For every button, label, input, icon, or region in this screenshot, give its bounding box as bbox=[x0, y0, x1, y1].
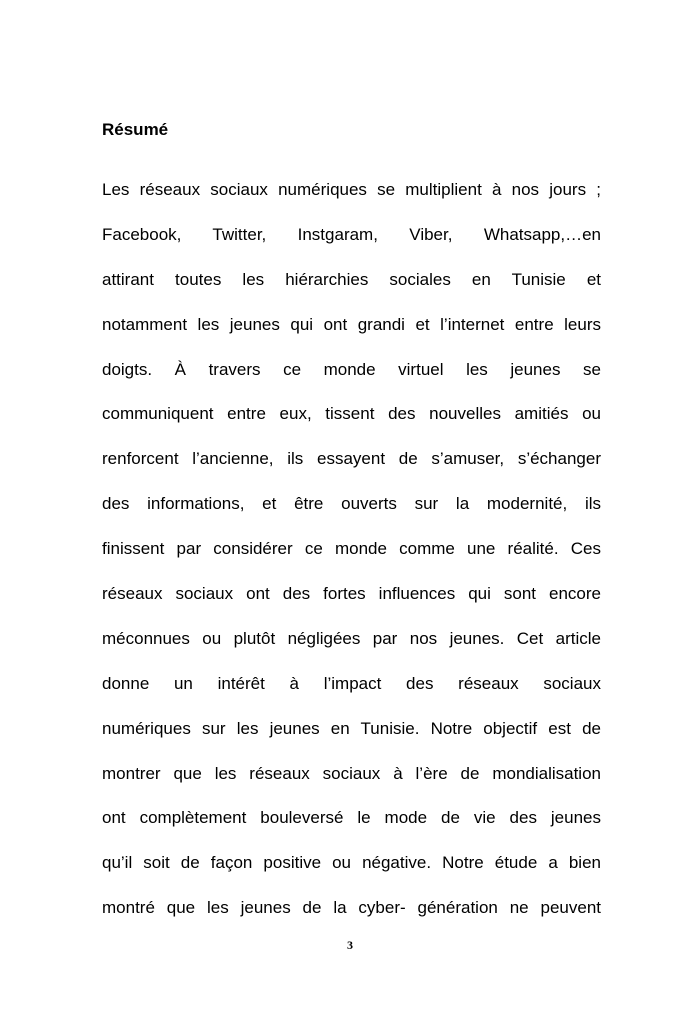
text-line: donne un intérêt à l’impact des réseaux sociaux bbox=[102, 673, 601, 693]
text-line: des informations, et être ouverts sur la modernité, ils bbox=[102, 494, 601, 514]
text-line: Facebook, Twitter, Instgaram, Viber, Whatsapp,…en bbox=[102, 224, 601, 244]
text-line: finissent par considérer ce monde comme une réalité. Ces bbox=[102, 539, 601, 559]
text-line: réseaux sociaux ont des fortes influences qui sont encore bbox=[102, 584, 601, 604]
text-line: méconnues ou plutôt négligées par nos jeunes. Cet article bbox=[102, 628, 601, 648]
text-line: renforcent l’ancienne, ils essayent de s’amuser, s’échanger bbox=[102, 449, 601, 469]
text-line: notamment les jeunes qui ont grandi et l’internet entre leurs bbox=[102, 314, 601, 334]
text-line: attirant toutes les hiérarchies sociales en Tunisie et bbox=[102, 269, 601, 289]
text-line: numériques sur les jeunes en Tunisie. Notre objectif est de bbox=[102, 718, 601, 738]
text-line: communiquent entre eux, tissent des nouvelles amitiés ou bbox=[102, 404, 601, 424]
abstract-body bbox=[102, 176, 601, 939]
text-line: Les réseaux sociaux numériques se multiplient à nos jours ; bbox=[102, 180, 601, 199]
page-number: 3 bbox=[347, 938, 353, 952]
text-line: montrer que les réseaux sociaux à l’ère de mondialisation bbox=[102, 763, 601, 783]
text-line: doigts. À travers ce monde virtuel les jeunes se bbox=[102, 359, 601, 379]
text-line: ont complètement bouleversé le mode de vie des jeunes bbox=[102, 808, 601, 828]
text-line: qu’il soit de façon positive ou négative. Notre étude a bien bbox=[102, 853, 601, 873]
text-line: montré que les jeunes de la cyber- génération ne peuvent bbox=[102, 898, 601, 918]
abstract-heading: Résumé bbox=[102, 120, 169, 139]
